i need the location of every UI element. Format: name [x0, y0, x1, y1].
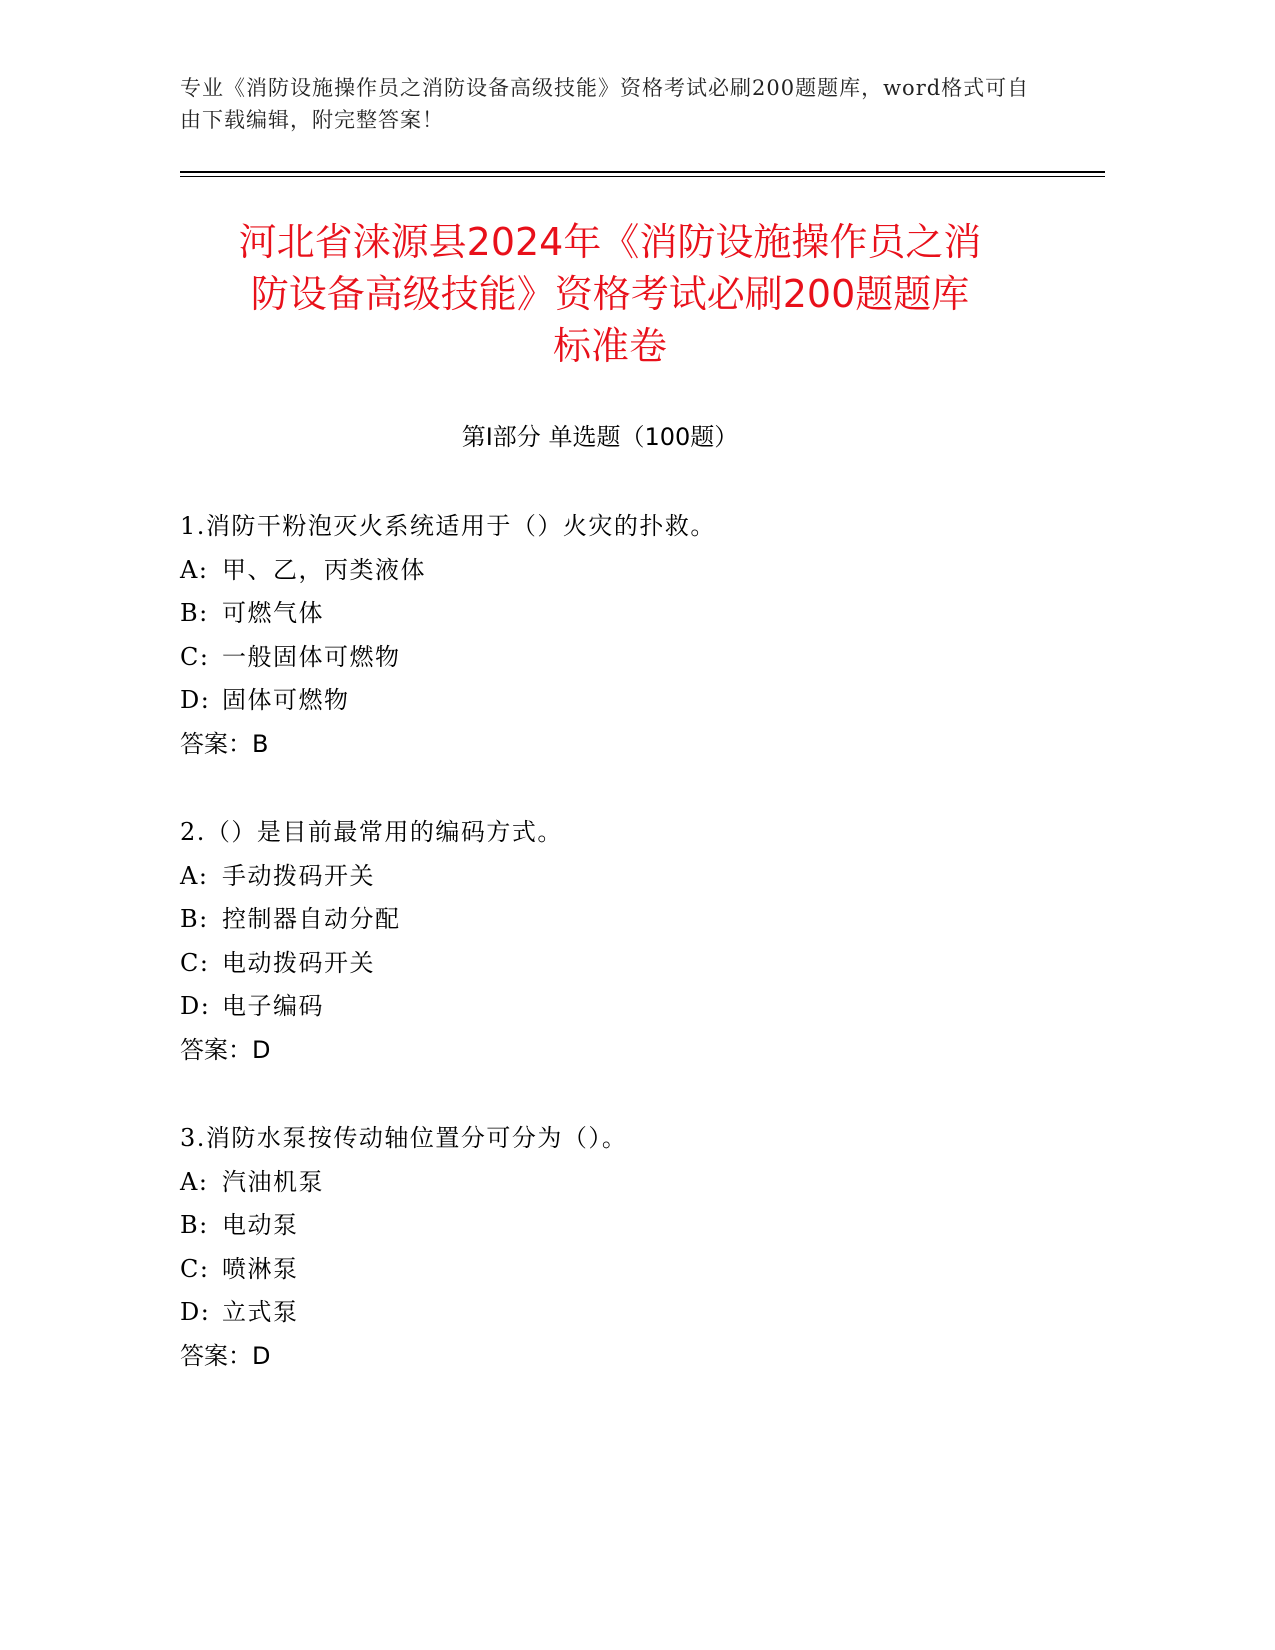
document-title: [160, 216, 1060, 372]
option-text: 控制器自动分配: [222, 905, 401, 933]
section-title: 第Ⅰ部分 单选题（100题）: [461, 423, 739, 451]
option-text: 电子编码: [222, 992, 324, 1020]
option-c: [180, 636, 1080, 680]
option-key: D:: [180, 1298, 211, 1326]
option-key: D:: [180, 686, 211, 714]
question-text: 3.消防水泵按传动轴位置分可分为（）。: [180, 1124, 628, 1152]
option-a: [180, 549, 1080, 593]
title-line: 标准卷: [552, 324, 667, 368]
option-text: 立式泵: [222, 1298, 299, 1326]
option-text: 喷淋泵: [222, 1254, 299, 1283]
option-key: B:: [180, 1211, 209, 1239]
option-b: [180, 592, 1080, 636]
option-key: A:: [180, 1167, 209, 1196]
title-line: 防设备高级技能》资格考试必刷200题题库: [250, 272, 970, 316]
option-key: C:: [180, 642, 210, 671]
option-b: [180, 1204, 1080, 1248]
option-d: [180, 1291, 1080, 1335]
option-text: 甲、乙，丙类液体: [222, 555, 426, 584]
option-text: 一般固体可燃物: [222, 642, 401, 671]
title-line: 河北省涞源县2024年《消防设施操作员之消: [238, 220, 982, 264]
option-key: D:: [180, 992, 211, 1020]
option-d: [180, 679, 1080, 723]
option-key: A:: [180, 861, 209, 890]
option-c: [180, 1248, 1080, 1292]
question-text: 1.消防干粉泡灭火系统适用于（）火灾的扑救。: [180, 512, 716, 540]
option-a: [180, 855, 1080, 899]
answer-line: 答案：B: [180, 729, 269, 758]
question-item: [180, 1117, 1080, 1378]
question-list: [180, 505, 1080, 1378]
question-text: 2.（）是目前最常用的编码方式。: [180, 818, 563, 846]
option-text: 电动泵: [222, 1211, 299, 1239]
option-key: C:: [180, 948, 210, 977]
option-c: [180, 942, 1080, 986]
option-d: [180, 985, 1080, 1029]
question-item: [180, 811, 1080, 1072]
question-item: [180, 505, 1080, 766]
header-rule-thick: [180, 171, 1105, 173]
header-note: 专业《消防设施操作员之消防设备高级技能》资格考试必刷200题题库，word格式可自由下载编辑，附完整答案！: [180, 76, 1030, 132]
answer-line: 答案：D: [180, 1035, 271, 1064]
option-key: B:: [180, 905, 209, 933]
option-text: 可燃气体: [222, 599, 324, 627]
option-text: 电动拨码开关: [222, 948, 375, 977]
option-b: [180, 898, 1080, 942]
answer-line: 答案：D: [180, 1341, 271, 1370]
option-key: A:: [180, 555, 209, 584]
option-key: B:: [180, 599, 209, 627]
header-rule-thin: [180, 176, 1105, 177]
option-text: 汽油机泵: [222, 1167, 324, 1196]
option-text: 手动拨码开关: [222, 861, 375, 890]
option-a: [180, 1161, 1080, 1205]
option-key: C:: [180, 1254, 210, 1283]
option-text: 固体可燃物: [222, 686, 350, 714]
